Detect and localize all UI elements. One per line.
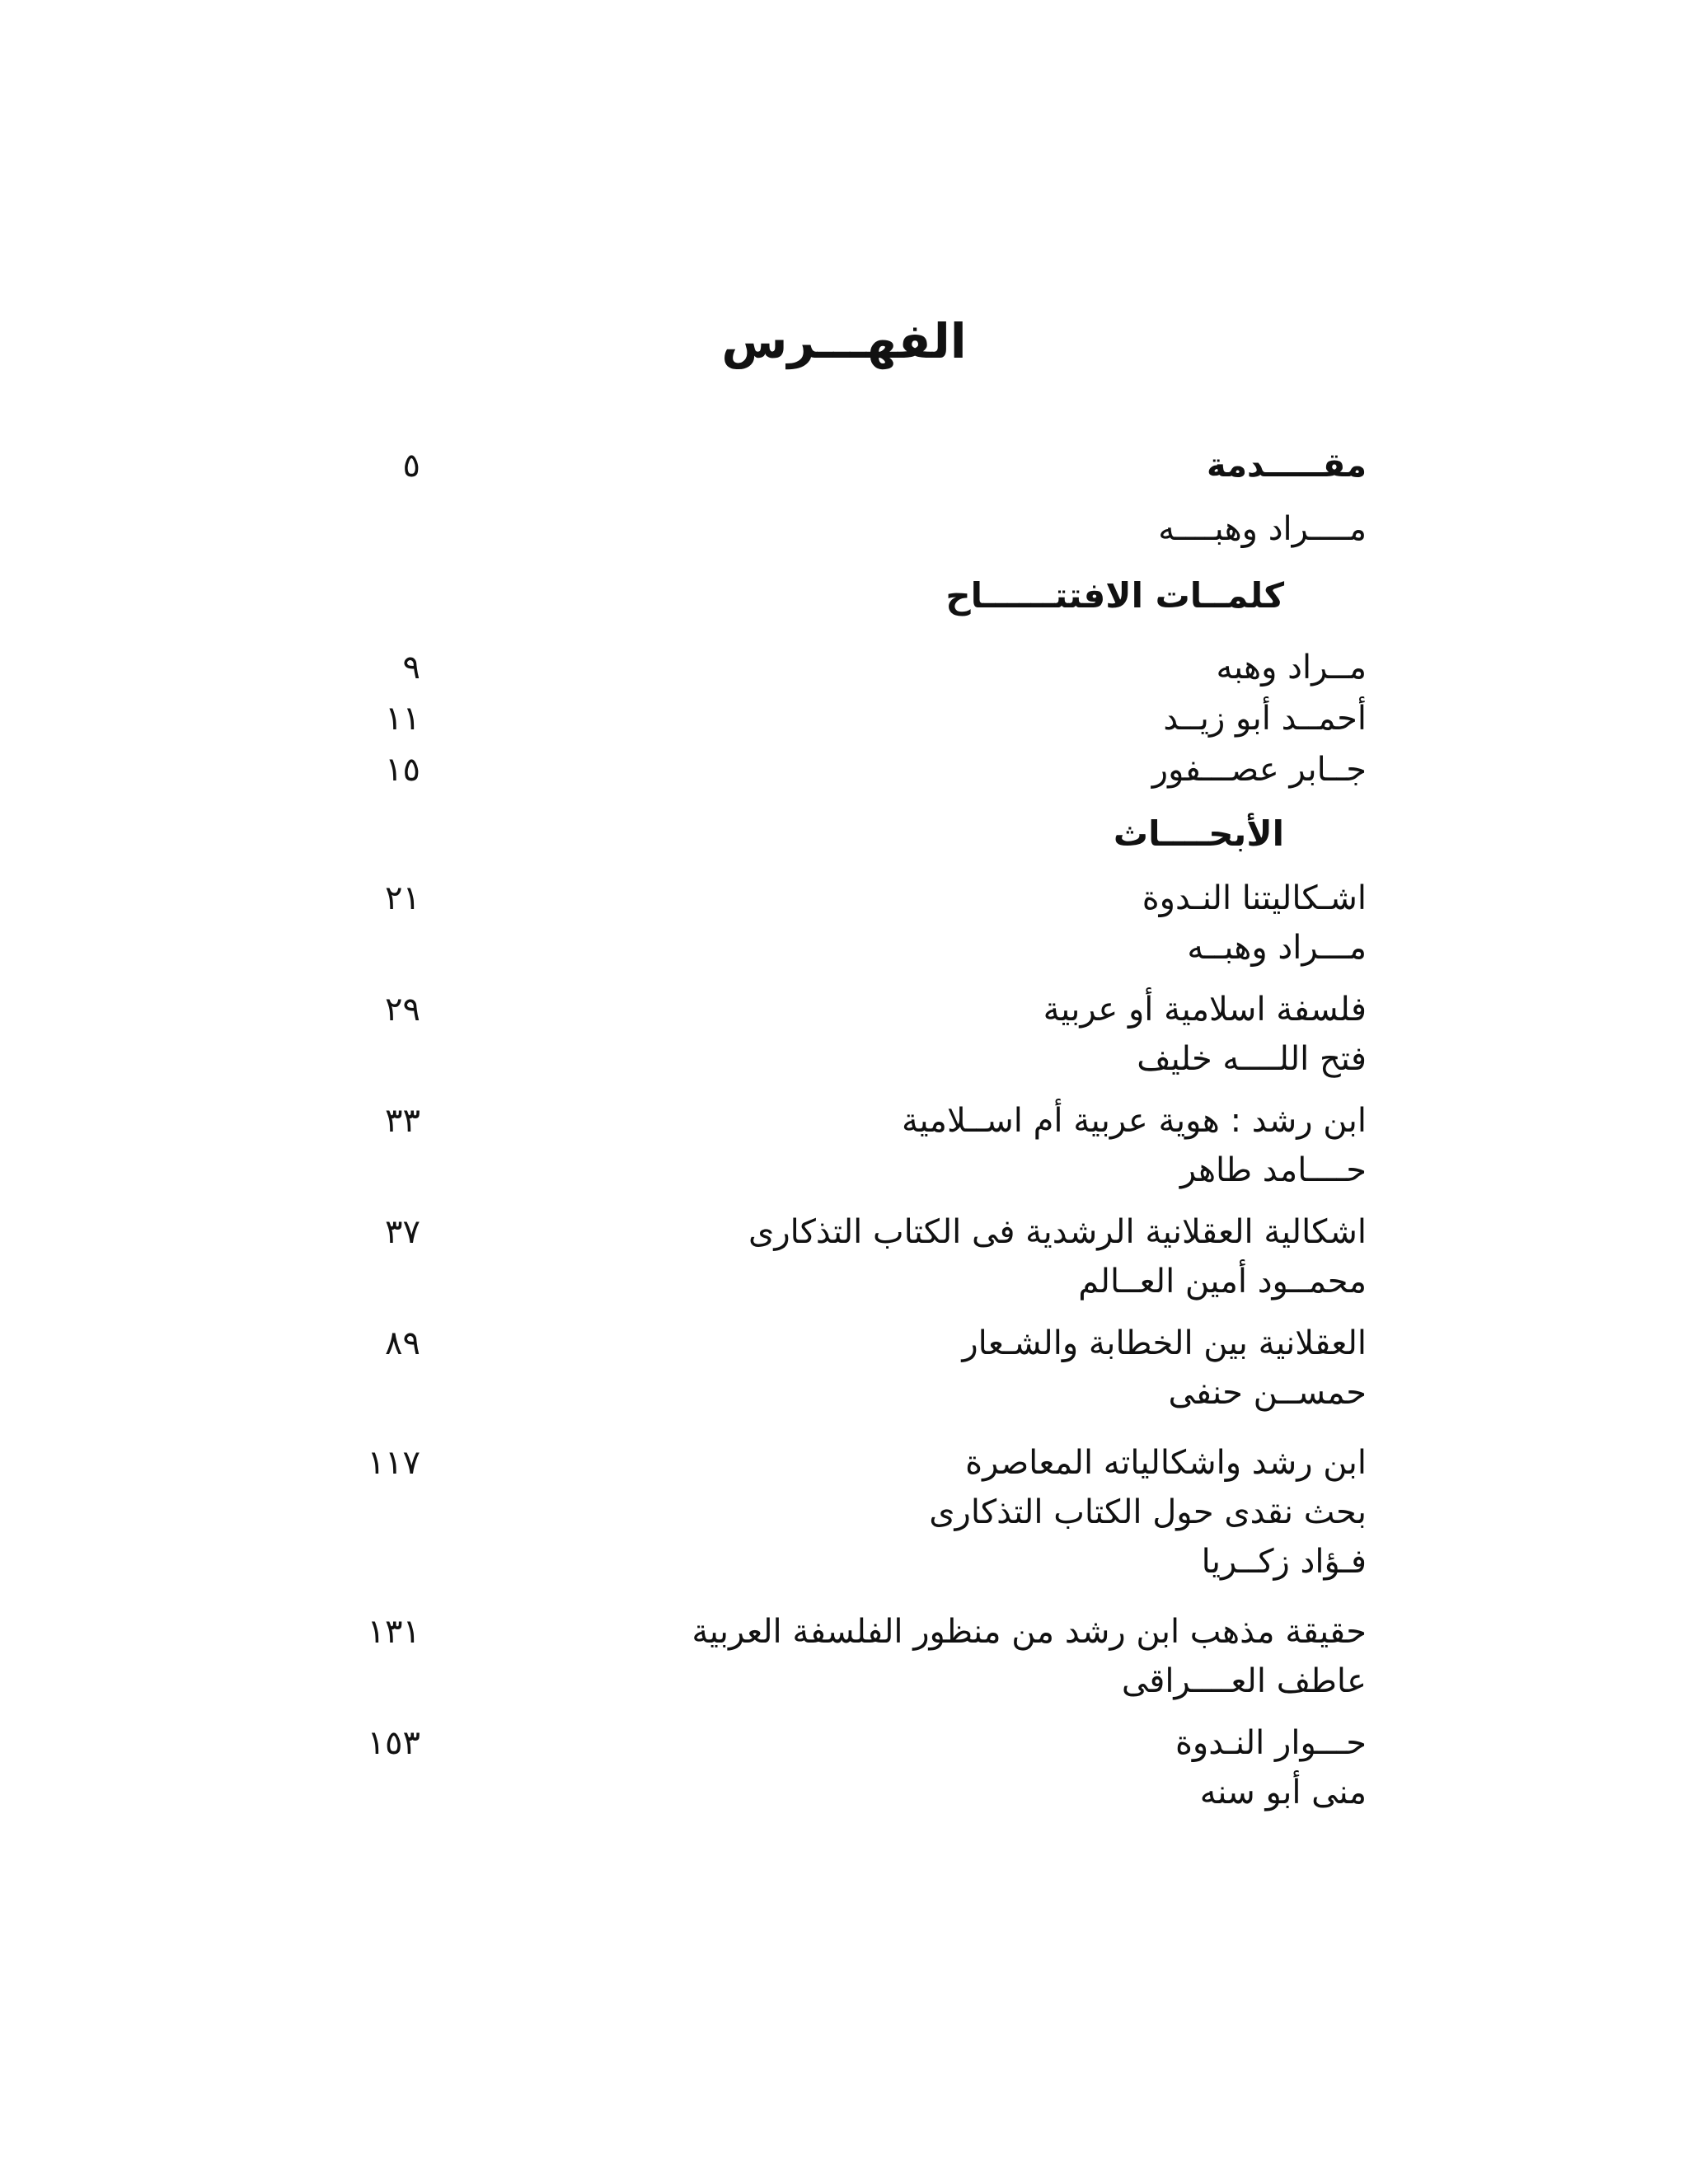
entry-author: فتح اللــــه خليف [1137, 1040, 1367, 1078]
page-title: الفهـــرس [721, 313, 967, 369]
entry-title: مقـــــدمة [1206, 447, 1367, 485]
entry-page-number: ٩ [402, 649, 420, 687]
entry-title: حقيقة مذهب ابن رشد من منظور الفلسفة العربية [692, 1613, 1367, 1651]
entry-page-number: ١٥ [385, 751, 420, 789]
entry-title: اشكالية العقلانية الرشدية فى الكتاب التذكارى [748, 1213, 1367, 1251]
entry-subtitle: بحث نقدى حول الكتاب التذكارى [929, 1493, 1367, 1531]
entry-author: حمســن حنفى [1168, 1374, 1367, 1412]
entry-author: محمــود أمين العــالم [1078, 1263, 1367, 1301]
entry-title: العقلانية بين الخطابة والشـعار [962, 1324, 1367, 1362]
entry-page-number: ١٣١ [367, 1613, 420, 1651]
entry-page-number: ١١ [385, 700, 420, 738]
entry-title: ابن رشد واشكالياته المعاصرة [965, 1444, 1367, 1482]
toc-entry-intro-author [213, 504, 1367, 554]
section-heading-openings: كلمــات الافتتــــــاح [945, 575, 1284, 616]
entry-title: حـــوار النـدوة [1175, 1724, 1367, 1762]
entry-author: مـــراد وهبــه [1187, 929, 1367, 967]
entry-title: مــراد وهبه [1216, 649, 1367, 687]
entry-page-number: ٨٩ [385, 1324, 420, 1362]
entry-page-number: ٥ [402, 447, 420, 485]
entry-page-number: ١٥٣ [367, 1724, 420, 1762]
entry-page-number: ٢١ [385, 879, 420, 917]
entry-author: عاطف العــــراقى [1121, 1662, 1367, 1700]
entry-page-number: ٣٣ [385, 1102, 420, 1140]
entry-page-number: ٣٧ [385, 1213, 420, 1251]
entry-page-number: ١١٧ [367, 1444, 420, 1482]
entry-title: أحمــد أبو زيــد [1163, 700, 1367, 738]
entry-author: حــــامد طاهر [1179, 1151, 1367, 1189]
entry-author: مــــراد وهبــــه [1158, 510, 1367, 548]
entry-page-number: ٢٩ [385, 991, 420, 1029]
entry-title: فلسفة اسلامية أو عربية [1043, 991, 1367, 1029]
entry-author: فـؤاد زكــريا [1201, 1543, 1367, 1581]
entry-title: جــابر عصـــفور [1151, 751, 1367, 789]
entry-author: منى أبو سنه [1199, 1774, 1367, 1811]
section-heading-research: الأبحــــاث [1113, 813, 1284, 854]
entry-title: اشـكاليتنا النـدوة [1142, 879, 1367, 917]
entry-title: ابن رشد : هوية عربية أم اســلامية [902, 1102, 1367, 1140]
